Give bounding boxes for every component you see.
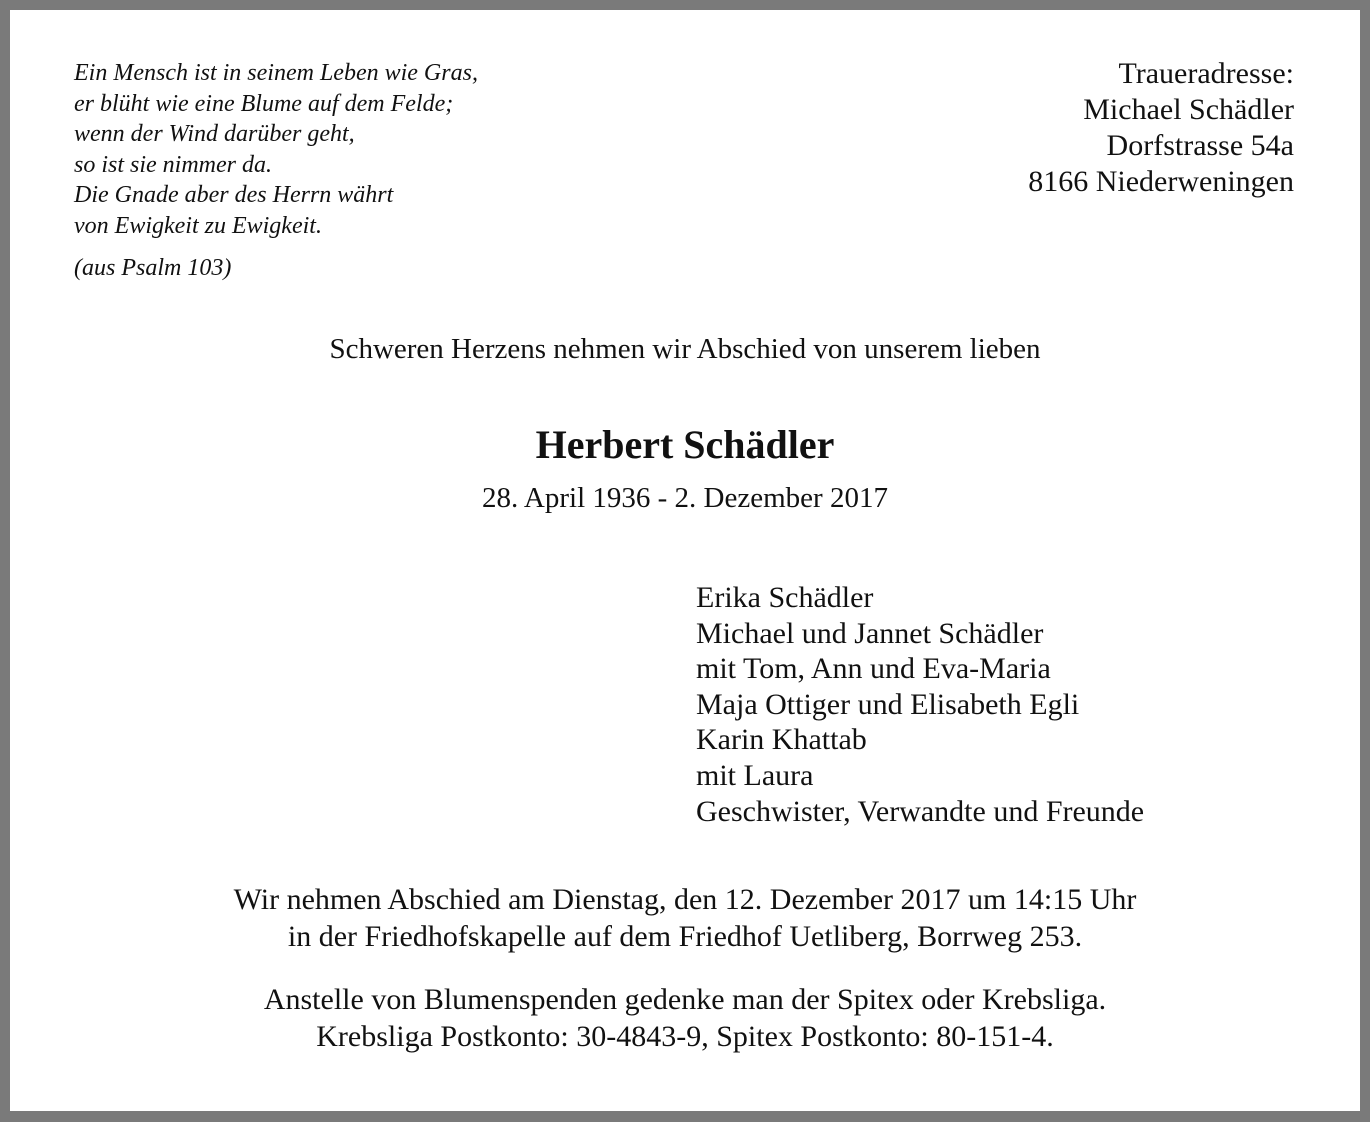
- donation-info: [10, 981, 1360, 1055]
- donation-line: Krebsliga Postkonto: 30-4843-9, Spitex Postkonto: 80-151-4.: [316, 1020, 1054, 1053]
- mourner-line: Karin Khattab: [696, 723, 867, 757]
- verse-line: so ist sie nimmer da.: [74, 151, 272, 178]
- verse-line: von Ewigkeit zu Ewigkeit.: [74, 212, 322, 239]
- verse-line: wenn der Wind darüber geht,: [74, 121, 355, 147]
- mourner-line: Erika Schädler: [696, 581, 874, 614]
- address-city: 8166 Niederweningen: [1028, 165, 1294, 198]
- service-line: in der Friedhofskapelle auf dem Friedhof Uetliberg, Borrweg 253.: [287, 920, 1083, 953]
- service-line: Wir nehmen Abschied am Dienstag, den 12. Dezember 2017 um 14:15 Uhr: [233, 883, 1137, 916]
- mourning-address: [1028, 56, 1294, 200]
- mourner-line: Maja Ottiger und Elisabeth Egli: [696, 687, 1080, 721]
- funeral-service-info: [10, 881, 1360, 955]
- address-street: Dorfstrasse 54a: [1106, 129, 1294, 162]
- mourner-line: Michael und Jannet Schädler: [696, 616, 1044, 650]
- mourners-list: [696, 580, 1144, 829]
- intro-text: Schweren Herzens nehmen wir Abschied von unserem lieben: [329, 333, 1041, 365]
- verse-line: Ein Mensch ist in seinem Leben wie Gras,: [74, 60, 478, 86]
- obituary-notice: [10, 10, 1360, 1111]
- address-label: Traueradresse:: [1118, 57, 1294, 90]
- mourner-line: Geschwister, Verwandte und Freunde: [696, 794, 1145, 828]
- verse-source: (aus Psalm 103): [74, 255, 232, 281]
- address-name: Michael Schädler: [1083, 93, 1294, 126]
- verse-line: Die Gnade aber des Herrn währt: [74, 182, 394, 208]
- psalm-verse: [74, 58, 478, 284]
- life-dates: 28. April 1936 - 2. Dezember 2017: [482, 482, 888, 514]
- donation-line: Anstelle von Blumenspenden gedenke man der Spitex oder Krebsliga.: [263, 983, 1107, 1016]
- verse-line: er blüht wie eine Blume auf dem Felde;: [74, 90, 454, 117]
- mourner-line: mit Tom, Ann und Eva-Maria: [696, 652, 1051, 686]
- mourner-line: mit Laura: [696, 758, 814, 792]
- deceased-name: Herbert Schädler: [535, 422, 835, 467]
